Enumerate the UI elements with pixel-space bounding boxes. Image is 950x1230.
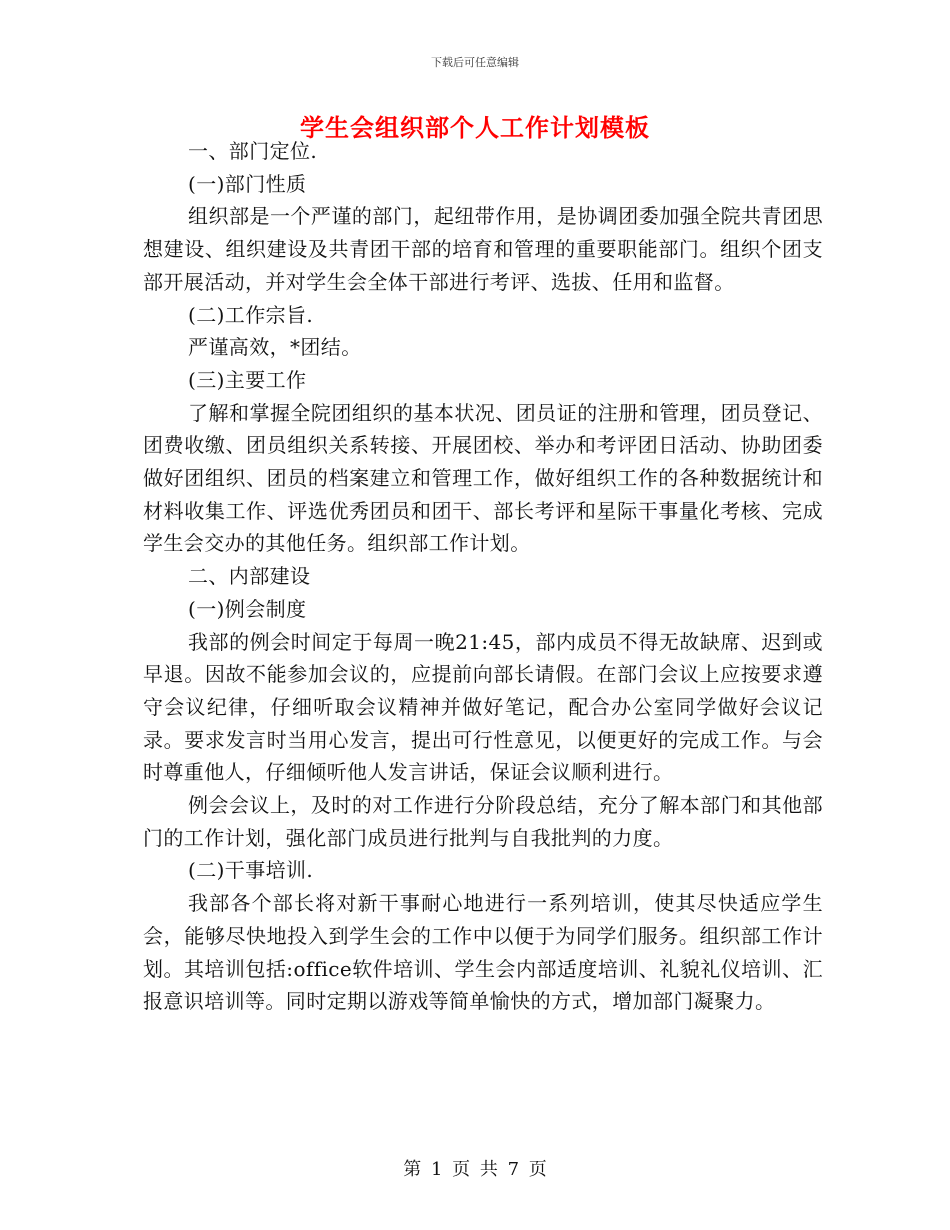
body-paragraph: 例会会议上，及时的对工作进行分阶段总结，充分了解本部门和其他部门的工作计划，强化部门成员进行批判与自我批判的力度。 <box>143 793 823 850</box>
subsection-heading: (三)主要工作 <box>188 367 307 392</box>
body-paragraph: 了解和掌握全院团组织的基本状况、团员证的注册和管理，团员登记、团费收缴、团员组织关系转接、开展团校、举办和考评团日活动、协助团委做好团组织、团员的档案建立和管理工作，做好组织工作的各种数据统计和材料收集工作、评选优秀团员和团干、部长考评和星际干事量化考核、完成学生会交办的其他任务。组织部工作计划。 <box>143 400 823 556</box>
subsection-heading: (一)例会制度 <box>188 596 307 621</box>
page-footer: 第 1 页 共 7 页 <box>403 1159 547 1180</box>
section-heading: 一、部门定位. <box>188 139 318 163</box>
body-paragraph: 组织部是一个严谨的部门，起纽带作用，是协调团委加强全院共青团思想建设、组织建设及共青团干部的培育和管理的重要职能部门。组织个团支部开展活动，并对学生会全体干部进行考评、选拔、任用和监督。 <box>143 204 823 294</box>
body-paragraph: 我部的例会时间定于每周一晚21:45，部内成员不得无故缺席、迟到或早退。因故不能参加会议的，应提前向部长请假。在部门会议上应按要求遵守会议纪律，仔细听取会议精神并做好笔记，配合办公室同学做好会议记录。要求发言时当用心发言，提出可行性意见，以便更好的完成工作。与会时尊重他人，仔细倾听他人发言讲话，保证会议顺利进行。 <box>143 629 823 785</box>
subsection-heading: (二)工作宗旨. <box>188 302 314 327</box>
section-heading: 二、内部建设 <box>188 564 311 589</box>
subsection-heading: (二)干事培训. <box>188 858 314 883</box>
subsection-heading: (一)部门性质 <box>188 171 307 196</box>
body-paragraph: 严谨高效，*团结。 <box>188 335 362 360</box>
header-note: 下载后可任意编辑 <box>431 56 519 69</box>
body-paragraph: 我部各个部长将对新干事耐心地进行一系列培训，使其尽快适应学生会，能够尽快地投入到学生会的工作中以便于为同学们服务。组织部工作计划。其培训包括:office软件培训、学生会内部适度培训、礼貌礼仪培训、汇报意识培训等。同时定期以游戏等简单愉快的方式，增加部门凝聚力。 <box>143 891 823 1014</box>
document-body <box>143 135 823 1018</box>
document-title: 学生会组织部个人工作计划模板 <box>300 113 650 142</box>
